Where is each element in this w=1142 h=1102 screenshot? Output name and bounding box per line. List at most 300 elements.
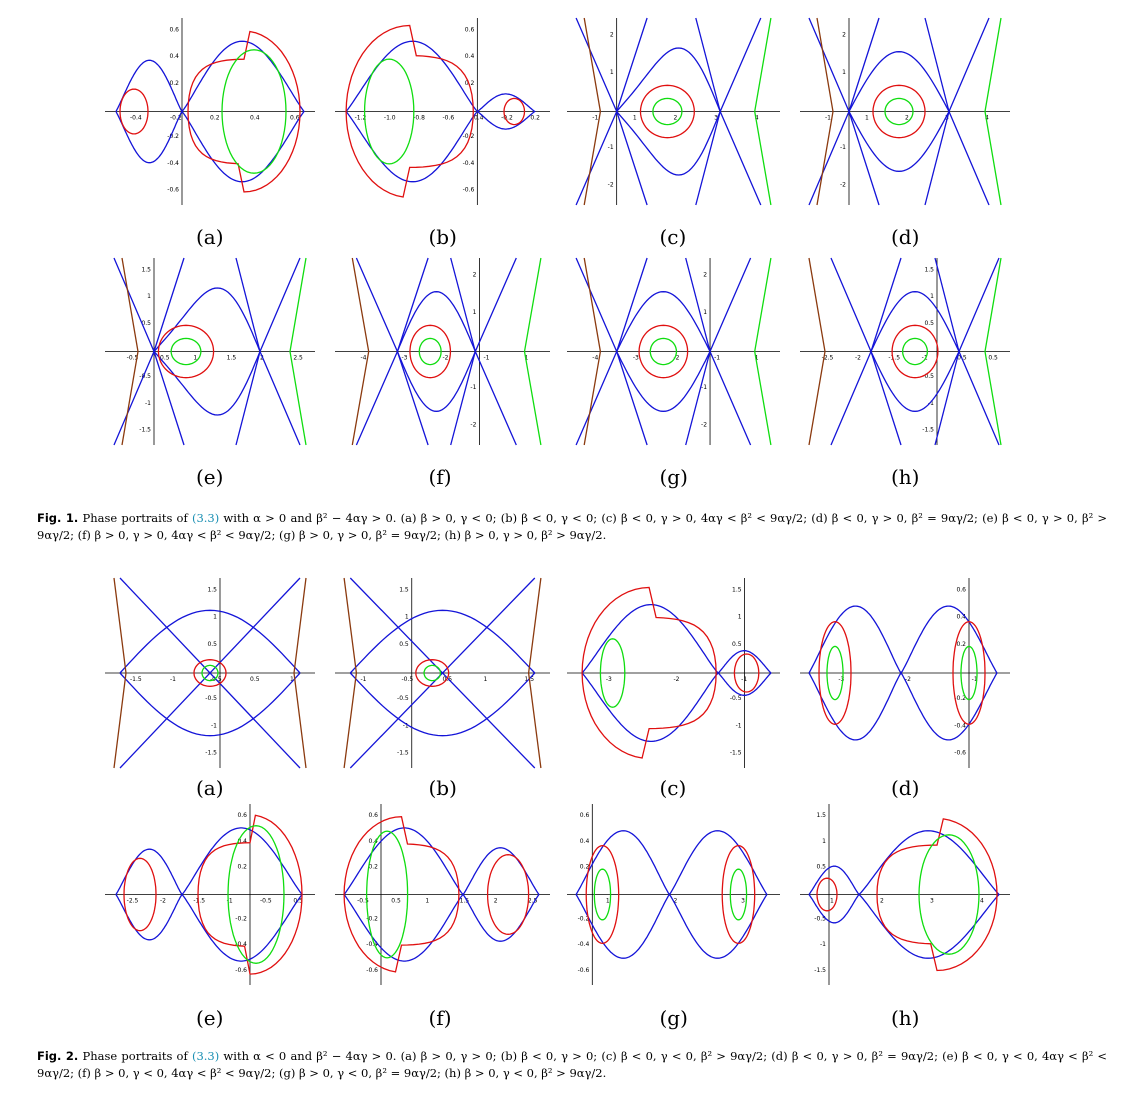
trajectory-curve xyxy=(653,98,682,124)
x-tick-label: -2 xyxy=(160,897,166,905)
trajectory-curve xyxy=(236,352,260,446)
y-tick-label: -0.5 xyxy=(814,915,826,923)
trajectory-curve xyxy=(397,258,428,352)
trajectory-curve xyxy=(222,50,286,173)
x-tick-label: 3 xyxy=(930,897,934,905)
trajectory-curve xyxy=(617,48,721,112)
y-tick-label: 0.4 xyxy=(169,53,179,61)
trajectory-curve xyxy=(819,622,851,725)
y-tick-label: 1.5 xyxy=(816,811,826,819)
y-tick-label: 0.6 xyxy=(464,26,475,34)
y-tick-label: -0.6 xyxy=(954,749,966,757)
x-tick-label: 2 xyxy=(905,114,909,122)
y-tick-label: -2 xyxy=(470,421,477,429)
x-tick-label: -3 xyxy=(632,354,639,362)
trajectory-curve xyxy=(584,18,600,205)
x-tick-label: -0.6 xyxy=(442,114,455,122)
trajectory-curve xyxy=(809,258,825,445)
x-tick-label: -2 xyxy=(673,354,680,362)
x-tick-label: 0.5 xyxy=(250,676,260,683)
x-tick-label: 0.2 xyxy=(210,114,220,122)
trajectory-curve xyxy=(294,578,306,768)
y-tick-label: 0.5 xyxy=(816,863,826,871)
subfigure-label: (c) xyxy=(659,776,687,800)
trajectory-curve xyxy=(397,352,475,412)
y-tick-label: -0.5 xyxy=(922,373,934,381)
trajectory-curve xyxy=(586,846,619,944)
y-tick-label: 1 xyxy=(703,309,708,317)
subfigure-label: (c) xyxy=(659,225,687,249)
y-tick-label: -1 xyxy=(402,722,409,730)
x-tick-label: -1 xyxy=(483,354,490,362)
trajectory-curve xyxy=(892,325,938,377)
trajectory-curve xyxy=(290,258,306,445)
x-tick-label: 1 xyxy=(865,114,869,122)
subfigure-label: (a) xyxy=(196,776,224,800)
trajectory-curve xyxy=(154,258,184,352)
trajectory-curve xyxy=(582,588,716,759)
trajectory-curve xyxy=(755,258,771,445)
trajectory-curve xyxy=(451,352,476,446)
y-tick-label: 0.2 xyxy=(368,863,378,871)
x-tick-label: -2 xyxy=(442,354,449,362)
x-tick-label: 0.5 xyxy=(391,897,401,905)
y-tick-label: -0.6 xyxy=(462,186,475,194)
trajectory-curve xyxy=(935,258,959,352)
trajectory-curve xyxy=(722,846,755,944)
x-tick-label: -1 xyxy=(741,676,748,683)
caption-pre: Phase portraits of xyxy=(82,511,188,525)
y-tick-label: -1 xyxy=(211,722,217,730)
trajectory-curve xyxy=(961,646,977,699)
x-tick-label: -2 xyxy=(673,676,680,683)
trajectory-curve xyxy=(755,18,771,205)
trajectory-curve xyxy=(650,338,676,364)
trajectory-curve xyxy=(154,288,260,352)
trajectory-curve xyxy=(901,606,997,740)
y-tick-label: -1 xyxy=(928,399,934,407)
x-tick-label: -1 xyxy=(360,676,367,683)
trajectory-curve xyxy=(350,673,535,736)
y-tick-label: -1.5 xyxy=(139,426,151,434)
trajectory-curve xyxy=(696,112,720,206)
x-tick-label: 0.4 xyxy=(250,114,260,122)
y-tick-label: -0.5 xyxy=(139,373,151,381)
trajectory-curve xyxy=(477,94,534,129)
x-tick-label: -0.5 xyxy=(955,354,967,362)
y-tick-label: 2 xyxy=(472,271,477,279)
trajectory-curve xyxy=(935,352,959,446)
y-tick-label: 0.6 xyxy=(169,26,179,34)
x-tick-label: 3 xyxy=(945,114,949,122)
trajectory-curve xyxy=(734,654,758,692)
trajectory-curve xyxy=(114,258,154,445)
y-tick-label: 2 xyxy=(609,31,614,39)
x-tick-label: -0.5 xyxy=(126,354,139,362)
trajectory-curve xyxy=(120,673,300,736)
y-tick-label: 0.4 xyxy=(368,837,378,845)
x-tick-label: 2 xyxy=(673,114,678,122)
y-tick-label: 0.4 xyxy=(956,613,966,621)
x-tick-label: -1.0 xyxy=(383,114,396,122)
y-tick-label: 1.5 xyxy=(732,586,742,594)
trajectory-curve xyxy=(472,258,516,445)
x-tick-label: 4 xyxy=(985,114,989,122)
trajectory-curve xyxy=(367,831,408,958)
y-tick-label: 0.5 xyxy=(399,640,409,648)
y-tick-label: 1.5 xyxy=(924,266,934,274)
y-tick-label: 0.6 xyxy=(368,811,378,819)
trajectory-curve xyxy=(639,325,688,377)
y-tick-label: -0.5 xyxy=(397,695,409,703)
x-tick-label: -4 xyxy=(592,354,599,362)
x-tick-label: 2.5 xyxy=(527,897,538,905)
trajectory-curve xyxy=(529,578,541,768)
trajectory-curve xyxy=(120,89,148,134)
x-tick-label: 1 xyxy=(425,897,430,905)
trajectory-curve xyxy=(617,352,647,446)
trajectory-curve xyxy=(116,849,182,940)
trajectory-curve xyxy=(617,112,721,176)
trajectory-curve xyxy=(525,258,541,445)
trajectory-curve xyxy=(198,815,302,974)
x-tick-label: -1.2 xyxy=(354,114,367,122)
trajectory-curve xyxy=(576,258,617,445)
x-tick-label: 0.6 xyxy=(290,114,300,122)
trajectory-curve xyxy=(720,18,761,205)
x-tick-label: -1 xyxy=(170,676,176,683)
x-tick-label: -0.5 xyxy=(260,897,272,905)
x-tick-label: -4 xyxy=(360,354,367,362)
x-tick-label: 2 xyxy=(673,897,678,905)
trajectory-curve xyxy=(350,578,535,768)
y-tick-label: -0.4 xyxy=(954,722,966,730)
y-tick-label: -0.4 xyxy=(235,941,247,949)
equation-link[interactable]: (3.3) xyxy=(191,1049,220,1063)
subfigure-label: (h) xyxy=(891,465,920,489)
subfigure-label: (d) xyxy=(891,776,920,800)
x-tick-label: -3 xyxy=(401,354,408,362)
y-tick-label: 0.2 xyxy=(956,640,966,648)
y-tick-label: 0.6 xyxy=(237,811,247,819)
y-tick-label: -1 xyxy=(735,722,742,730)
trajectory-curve xyxy=(344,578,356,768)
trajectory-curve xyxy=(817,18,833,205)
subfigure-label: (a) xyxy=(196,225,224,249)
trajectory-curve xyxy=(158,325,213,377)
trajectory-curve xyxy=(182,828,302,961)
x-tick-label: 2 xyxy=(880,897,884,905)
trajectory-curve xyxy=(985,258,1001,445)
trajectory-curve xyxy=(120,578,300,768)
y-tick-label: 0.2 xyxy=(237,863,247,871)
x-tick-label: 0.5 xyxy=(442,676,453,683)
trajectory-curve xyxy=(463,848,539,941)
trajectory-curve xyxy=(260,258,300,445)
trajectory-curve xyxy=(594,869,610,920)
trajectory-curve xyxy=(576,831,669,958)
figure-2-caption xyxy=(37,1048,1107,1082)
trajectory-curve xyxy=(350,610,535,673)
y-tick-label: -1 xyxy=(701,383,708,391)
y-tick-label: 1 xyxy=(472,309,477,317)
x-tick-label: -1 xyxy=(825,114,831,122)
y-tick-label: 0.6 xyxy=(579,811,590,819)
y-tick-label: 0.2 xyxy=(169,79,179,87)
y-tick-label: -0.4 xyxy=(462,159,475,167)
trajectory-curve xyxy=(120,578,300,768)
y-tick-label: 1.5 xyxy=(207,586,217,594)
y-tick-label: -1.5 xyxy=(729,749,742,757)
y-tick-label: 1 xyxy=(842,69,846,77)
trajectory-curve xyxy=(188,32,300,192)
x-tick-label: 1 xyxy=(290,676,294,683)
trajectory-curve xyxy=(985,18,1001,205)
caption-text: with α < 0 and β² − 4αγ > 0. (a) β > 0, γ > 0; (b) β < 0, γ > 0; (c) β < 0, γ < 0, β² > 9αγ/2; (d) β < 0, γ > 0, β² = 9αγ/2; (e) β < 0, γ < 0, 4αγ < β² < 9αγ/2; (f) β > 0, γ < 0, 4αγ < β² < 9αγ/2; (g) β > 0, γ < 0, β² = 9αγ/2; (h) β > 0, γ < 0, β² > 9αγ/2. xyxy=(37,1049,1108,1080)
trajectory-curve xyxy=(641,85,695,137)
subfigure-label: (e) xyxy=(196,465,224,489)
x-tick-label: -2 xyxy=(905,676,911,683)
x-tick-label: -0.5 xyxy=(401,676,414,683)
y-tick-label: -0.2 xyxy=(954,695,966,703)
trajectory-curve xyxy=(871,352,901,446)
subfigure-label: (d) xyxy=(891,225,920,249)
trajectory-curve xyxy=(584,258,600,445)
trajectory-curve xyxy=(154,352,260,416)
y-tick-label: 0.5 xyxy=(141,319,151,327)
y-tick-label: -1 xyxy=(470,383,477,391)
equation-link[interactable]: (3.3) xyxy=(191,511,220,525)
trajectory-curve xyxy=(194,660,226,687)
y-tick-label: -0.2 xyxy=(235,915,247,923)
trajectory-curve xyxy=(350,578,535,768)
x-tick-label: -1.5 xyxy=(193,897,206,905)
trajectory-curve xyxy=(202,665,218,680)
trajectory-curve xyxy=(356,258,397,445)
subfigure-label: (e) xyxy=(196,1006,224,1030)
trajectory-curve xyxy=(228,826,284,964)
trajectory-curve xyxy=(953,622,985,725)
trajectory-curve xyxy=(871,352,959,412)
trajectory-curve xyxy=(397,292,475,352)
x-tick-label: 2 xyxy=(493,897,498,905)
trajectory-curve xyxy=(710,258,751,445)
x-tick-label: 4 xyxy=(980,897,984,905)
x-tick-label: 1 xyxy=(754,354,759,362)
figure-2-number: Fig. 2. xyxy=(37,1049,79,1063)
trajectory-curve xyxy=(346,26,473,198)
y-tick-label: 0.4 xyxy=(237,837,247,845)
trajectory-curve xyxy=(617,258,647,352)
y-tick-label: 1 xyxy=(822,837,826,845)
trajectory-curve xyxy=(827,646,843,699)
trajectory-curve xyxy=(116,60,182,162)
trajectory-curve xyxy=(959,258,999,445)
x-tick-label: -1 xyxy=(971,676,978,683)
trajectory-curve xyxy=(488,855,529,935)
y-tick-label: -1 xyxy=(607,143,614,151)
x-tick-label: -0.5 xyxy=(357,897,369,905)
trajectory-curve xyxy=(817,878,837,911)
y-tick-label: -0.2 xyxy=(577,915,590,923)
y-tick-label: 1 xyxy=(609,69,614,77)
y-tick-label: -0.6 xyxy=(167,186,179,194)
trajectory-curve xyxy=(925,18,949,112)
y-tick-label: 1 xyxy=(147,293,151,301)
y-tick-label: 1 xyxy=(930,293,934,301)
x-tick-label: -0.2 xyxy=(170,114,182,122)
y-tick-label: -0.6 xyxy=(235,967,247,975)
trajectory-curve xyxy=(346,41,477,181)
x-tick-label: -2 xyxy=(855,354,861,362)
trajectory-curve xyxy=(424,665,440,680)
y-tick-label: -1.5 xyxy=(205,749,217,757)
y-tick-label: 0.4 xyxy=(579,837,590,845)
trajectory-curve xyxy=(809,606,901,740)
x-tick-label: -1 xyxy=(226,897,233,905)
trajectory-curve xyxy=(949,18,989,205)
y-tick-label: -0.4 xyxy=(577,941,590,949)
y-tick-label: -0.6 xyxy=(366,967,378,975)
trajectory-curve xyxy=(885,98,913,124)
trajectory-curve xyxy=(416,660,449,687)
trajectory-curve xyxy=(919,835,979,954)
x-tick-label: 1 xyxy=(830,897,834,905)
trajectory-curve xyxy=(871,258,901,352)
x-tick-label: 0.2 xyxy=(530,114,540,122)
trajectory-curve xyxy=(617,18,647,112)
y-tick-label: 0.5 xyxy=(732,640,742,648)
x-tick-label: 1.5 xyxy=(226,354,237,362)
y-tick-label: -1 xyxy=(145,399,151,407)
x-tick-label: 2.5 xyxy=(293,354,303,362)
subfigure-label: (f) xyxy=(428,465,452,489)
trajectory-curve xyxy=(122,258,138,445)
y-tick-label: -0.2 xyxy=(366,915,378,923)
x-tick-label: 1.5 xyxy=(524,676,535,683)
trajectory-curve xyxy=(730,869,746,920)
trajectory-curve xyxy=(877,819,997,971)
trajectory-curve xyxy=(859,831,999,958)
x-tick-label: -2.5 xyxy=(821,354,834,362)
y-tick-label: 0.6 xyxy=(956,586,966,594)
x-tick-label: -1 xyxy=(714,354,721,362)
x-tick-label: 0.5 xyxy=(988,354,998,362)
trajectory-curve xyxy=(114,578,126,768)
x-tick-label: -2.5 xyxy=(126,897,139,905)
y-tick-label: 1.5 xyxy=(399,586,409,594)
x-tick-label: -0.2 xyxy=(501,114,513,122)
y-tick-label: 1.5 xyxy=(141,266,151,274)
subfigure-label: (b) xyxy=(428,776,457,800)
trajectory-curve xyxy=(617,112,647,206)
x-tick-label: 1 xyxy=(193,354,198,362)
x-tick-label: -3 xyxy=(605,676,612,683)
y-tick-label: -0.2 xyxy=(167,133,179,141)
trajectory-curve xyxy=(576,18,617,205)
x-tick-label: 1.5 xyxy=(459,897,470,905)
trajectory-curve xyxy=(397,352,428,446)
figure-1-caption xyxy=(37,510,1107,544)
figure-1-number: Fig. 1. xyxy=(37,511,79,525)
trajectory-curve xyxy=(582,605,718,742)
y-tick-label: -0.2 xyxy=(462,133,475,141)
x-tick-label: -0.4 xyxy=(471,114,484,122)
y-tick-label: 0.2 xyxy=(464,79,475,87)
y-tick-label: 0.5 xyxy=(924,319,934,327)
x-tick-label: -1 xyxy=(592,114,599,122)
x-tick-label: -1 xyxy=(921,354,928,362)
trajectory-curve xyxy=(236,258,260,352)
trajectory-curve xyxy=(617,292,710,352)
trajectory-curve xyxy=(120,610,300,673)
trajectory-curve xyxy=(171,338,201,364)
trajectory-curve xyxy=(419,338,441,364)
trajectory-curve xyxy=(352,258,368,445)
trajectory-curve xyxy=(849,112,949,172)
trajectory-curve xyxy=(903,338,928,364)
subfigure-label: (b) xyxy=(428,225,457,249)
trajectory-curve xyxy=(686,258,710,352)
caption-pre: Phase portraits of xyxy=(82,1049,188,1063)
trajectory-curve xyxy=(124,858,156,930)
y-tick-label: -1.5 xyxy=(922,426,934,434)
trajectory-curve xyxy=(451,258,476,352)
y-tick-label: 0.2 xyxy=(579,863,590,871)
x-tick-label: 0.5 xyxy=(160,354,170,362)
trajectory-curve xyxy=(365,59,414,164)
trajectory-curve xyxy=(831,258,871,445)
x-tick-label: 3 xyxy=(741,897,745,905)
y-tick-label: 1 xyxy=(404,613,409,621)
trajectory-curve xyxy=(696,18,720,112)
trajectory-curve xyxy=(154,352,184,446)
y-tick-label: 1 xyxy=(213,613,217,621)
trajectory-curve xyxy=(600,639,624,707)
y-tick-label: -2 xyxy=(840,181,846,189)
trajectory-curve xyxy=(410,325,451,377)
y-tick-label: -0.4 xyxy=(366,941,378,949)
y-tick-label: -2 xyxy=(607,181,614,189)
y-tick-label: -1 xyxy=(820,941,826,949)
subfigure-label: (g) xyxy=(659,1006,688,1030)
trajectory-curve xyxy=(718,651,771,696)
trajectory-curve xyxy=(873,85,925,137)
trajectory-curve xyxy=(344,828,463,961)
trajectory-curve xyxy=(182,41,304,181)
x-tick-label: 1 xyxy=(632,114,637,122)
x-tick-label: -1.5 xyxy=(130,676,142,683)
y-tick-label: 1 xyxy=(737,613,742,621)
trajectory-curve xyxy=(669,831,767,958)
subfigure-label: (g) xyxy=(659,465,688,489)
trajectory-curve xyxy=(849,112,879,206)
x-tick-label: 0.5 xyxy=(293,897,303,905)
caption-text: with α > 0 and β² − 4αγ > 0. (a) β > 0, γ < 0; (b) β < 0, γ < 0; (c) β < 0, γ > 0, 4αγ < β² < 9αγ/2; (d) β < 0, γ > 0, β² = 9αγ/2; (e) β < 0, γ > 0, β² > 9αγ/2; (f) β > 0, γ > 0, 4αγ < β² < 9αγ/2; (g) β > 0, γ > 0, β² = 9αγ/2; (h) β > 0, γ > 0, β² > 9αγ/2. xyxy=(37,511,1108,542)
trajectory-curve xyxy=(686,352,710,446)
x-tick-label: 1 xyxy=(483,676,488,683)
y-tick-label: -0.6 xyxy=(577,967,590,975)
x-tick-label: 1 xyxy=(524,354,529,362)
y-tick-label: 2 xyxy=(842,31,846,39)
y-tick-label: 0.4 xyxy=(464,53,475,61)
trajectory-curve xyxy=(849,52,949,112)
x-tick-label: 1 xyxy=(605,897,610,905)
y-tick-label: -0.4 xyxy=(167,159,179,167)
x-tick-label: 3 xyxy=(714,114,718,122)
x-tick-label: 2 xyxy=(260,354,264,362)
y-tick-label: -1 xyxy=(840,143,846,151)
